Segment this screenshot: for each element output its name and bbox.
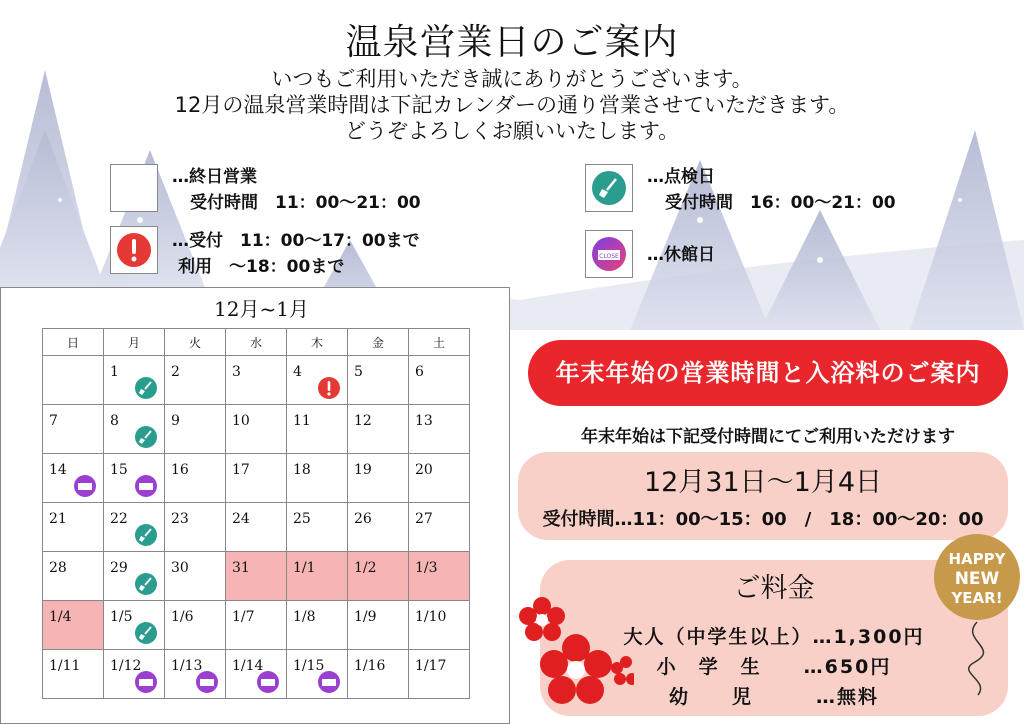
legend-open-text	[172, 164, 421, 216]
broom-icon	[134, 523, 158, 547]
close-sign-icon	[195, 670, 219, 694]
broom-icon	[134, 376, 158, 400]
calendar-day-cell	[348, 503, 409, 552]
day-number: 1/5	[110, 609, 133, 625]
calendar-day-cell	[226, 503, 287, 552]
calendar-day-cell	[287, 405, 348, 454]
legend-closed-text: …休館日	[647, 245, 715, 265]
close-sign-icon	[256, 670, 280, 694]
day-number: 30	[171, 560, 189, 576]
day-number: 21	[49, 511, 67, 527]
calendar-day-cell	[165, 405, 226, 454]
calendar-day-cell	[43, 650, 104, 699]
calendar-week-row	[43, 601, 470, 650]
day-number: 1/4	[49, 609, 72, 625]
weekday-header: 月	[104, 329, 165, 356]
day-number: 7	[49, 413, 58, 429]
day-number: 23	[171, 511, 189, 527]
fee-infant: 幼 児 …無料	[668, 686, 879, 708]
calendar-day-cell	[287, 552, 348, 601]
day-number: 13	[415, 413, 433, 429]
calendar-day-cell	[348, 454, 409, 503]
day-number: 16	[171, 462, 189, 478]
calendar-day-cell	[348, 650, 409, 699]
day-number: 3	[232, 364, 241, 380]
fee-title: ご料金	[733, 573, 815, 604]
calendar-week-row	[43, 552, 470, 601]
day-number: 17	[232, 462, 250, 478]
legend-inspection-line2: 受付時間 16：00〜21：00	[665, 193, 896, 213]
intro-line: いつもご利用いただき誠にありがとうございます。	[271, 67, 753, 91]
weekday-header: 土	[409, 329, 470, 356]
calendar-day-cell	[348, 601, 409, 650]
day-number: 1/8	[293, 609, 316, 625]
day-number: 11	[293, 413, 311, 429]
calendar-day-cell	[409, 552, 470, 601]
calendar-day-cell	[226, 454, 287, 503]
broom-icon	[134, 572, 158, 596]
fee-adult: 大人（中学生以上）…1,300円	[623, 626, 925, 648]
calendar-week-row	[43, 650, 470, 699]
hny-line1: HAPPY	[948, 550, 1006, 568]
calendar-day-cell	[409, 454, 470, 503]
calendar-day-cell	[226, 405, 287, 454]
page-title: 温泉営業日のご案内	[345, 22, 679, 63]
legend-closed-swatch	[585, 230, 633, 278]
intro-line: 12月の温泉営業時間は下記カレンダーの通り営業させていただきます。	[174, 93, 850, 117]
day-number: 27	[415, 511, 433, 527]
legend-short-line1: …受付 11：00〜17：00まで	[172, 231, 420, 251]
close-sign-icon	[317, 670, 341, 694]
day-number: 1/17	[415, 658, 447, 674]
calendar-week-row	[43, 356, 470, 405]
legend-open-line2: 受付時間 11：00〜21：00	[190, 193, 421, 213]
legend-short-line2: 利用 〜18：00まで	[178, 257, 345, 277]
day-number: 1/7	[232, 609, 255, 625]
legend-short-swatch	[110, 226, 158, 274]
calendar-day-cell	[287, 650, 348, 699]
day-number: 5	[354, 364, 363, 380]
day-number: 19	[354, 462, 372, 478]
day-number: 1/10	[415, 609, 447, 625]
calendar-title: 12月~1月	[214, 297, 309, 321]
day-number: 1	[110, 364, 119, 380]
calendar-day-cell	[43, 405, 104, 454]
legend-open-swatch	[110, 164, 158, 212]
day-number: 28	[49, 560, 67, 576]
calendar-day-cell	[409, 405, 470, 454]
hny-line2: NEW	[954, 569, 1000, 589]
day-number: 4	[293, 364, 302, 380]
calendar-day-cell	[287, 356, 348, 405]
broom-icon	[591, 170, 627, 206]
calendar-day-cell	[409, 356, 470, 405]
day-number: 25	[293, 511, 311, 527]
day-number: 1/11	[49, 658, 81, 674]
calendar-day-cell	[104, 601, 165, 650]
close-sign-icon	[134, 670, 158, 694]
calendar-day-cell	[43, 552, 104, 601]
calendar-day-cell	[43, 356, 104, 405]
day-number: 18	[293, 462, 311, 478]
calendar-day-cell	[104, 503, 165, 552]
calendar-day-cell	[226, 356, 287, 405]
legend-inspection-swatch	[585, 164, 633, 212]
year-end-dates: 12月31日〜1月4日	[643, 467, 883, 498]
calendar-day-cell	[226, 650, 287, 699]
day-number: 14	[49, 462, 67, 478]
hny-line3: YEAR!	[951, 589, 1003, 607]
intro-line: どうぞよろしくお願いいたします。	[344, 119, 680, 143]
day-number: 9	[171, 413, 180, 429]
day-number: 1/12	[110, 658, 142, 674]
weekday-header: 水	[226, 329, 287, 356]
calendar-day-cell	[348, 356, 409, 405]
broom-icon	[134, 621, 158, 645]
broom-icon	[134, 425, 158, 449]
calendar-day-cell	[348, 405, 409, 454]
day-number: 2	[171, 364, 180, 380]
day-number: 26	[354, 511, 372, 527]
calendar-day-cell	[104, 552, 165, 601]
calendar-day-cell	[165, 454, 226, 503]
legend-inspection-text	[647, 164, 896, 216]
day-number: 1/14	[232, 658, 264, 674]
calendar-day-cell	[409, 503, 470, 552]
legend-short-text	[172, 228, 420, 280]
calendar-day-cell	[104, 650, 165, 699]
weekday-header: 金	[348, 329, 409, 356]
calendar-day-cell	[165, 552, 226, 601]
calendar-day-cell	[165, 601, 226, 650]
day-number: 1/2	[354, 560, 377, 576]
intro-text	[0, 66, 1024, 144]
day-number: 12	[354, 413, 372, 429]
close-sign-label: CLOSE	[599, 253, 619, 260]
day-number: 1/16	[354, 658, 386, 674]
day-number: 6	[415, 364, 424, 380]
day-number: 29	[110, 560, 128, 576]
calendar-day-cell	[287, 601, 348, 650]
weekday-header-row	[43, 329, 470, 356]
calendar-day-cell	[409, 601, 470, 650]
legend-open-line1: …終日営業	[172, 167, 257, 187]
alert-icon	[116, 232, 152, 268]
weekday-header: 日	[43, 329, 104, 356]
fee-elementary: 小 学 生 …650円	[656, 656, 892, 678]
calendar-day-cell	[104, 356, 165, 405]
day-number: 8	[110, 413, 119, 429]
year-end-hours: 受付時間…11：00〜15：00 / 18：00〜20：00	[542, 509, 984, 530]
day-number: 20	[415, 462, 433, 478]
calendar-day-cell	[43, 454, 104, 503]
calendar-week-row	[43, 503, 470, 552]
close-sign-icon	[134, 474, 158, 498]
calendar-table	[42, 328, 470, 699]
calendar-day-cell	[226, 601, 287, 650]
day-number: 1/3	[415, 560, 438, 576]
day-number: 1/1	[293, 560, 316, 576]
calendar-week-row	[43, 454, 470, 503]
calendar-day-cell	[287, 454, 348, 503]
calendar-day-cell	[104, 405, 165, 454]
day-number: 15	[110, 462, 128, 478]
legend-inspection-line1: …点検日	[647, 167, 715, 187]
day-number: 1/13	[171, 658, 203, 674]
day-number: 24	[232, 511, 250, 527]
day-number: 1/15	[293, 658, 325, 674]
weekday-header: 木	[287, 329, 348, 356]
day-number: 1/6	[171, 609, 194, 625]
calendar-day-cell	[348, 552, 409, 601]
close-sign-icon	[591, 236, 627, 272]
calendar-week-row	[43, 405, 470, 454]
calendar-day-cell	[409, 650, 470, 699]
day-number: 1/9	[354, 609, 377, 625]
year-end-subtitle: 年末年始は下記受付時間にてご利用いただけます	[581, 427, 955, 447]
day-number: 31	[232, 560, 250, 576]
day-number: 22	[110, 511, 128, 527]
calendar-day-cell	[104, 454, 165, 503]
calendar-day-cell	[43, 601, 104, 650]
calendar-day-cell	[165, 503, 226, 552]
calendar-day-cell	[43, 503, 104, 552]
close-sign-icon	[73, 474, 97, 498]
calendar-day-cell	[165, 650, 226, 699]
alert-icon	[317, 376, 341, 400]
calendar-day-cell	[287, 503, 348, 552]
weekday-header: 火	[165, 329, 226, 356]
day-number: 10	[232, 413, 250, 429]
year-end-banner: 年末年始の営業時間と入浴料のご案内	[528, 340, 1008, 406]
calendar-day-cell	[165, 356, 226, 405]
calendar-day-cell	[226, 552, 287, 601]
plum-flower-decoration	[514, 586, 634, 716]
happy-new-year-balloon	[930, 530, 1024, 700]
